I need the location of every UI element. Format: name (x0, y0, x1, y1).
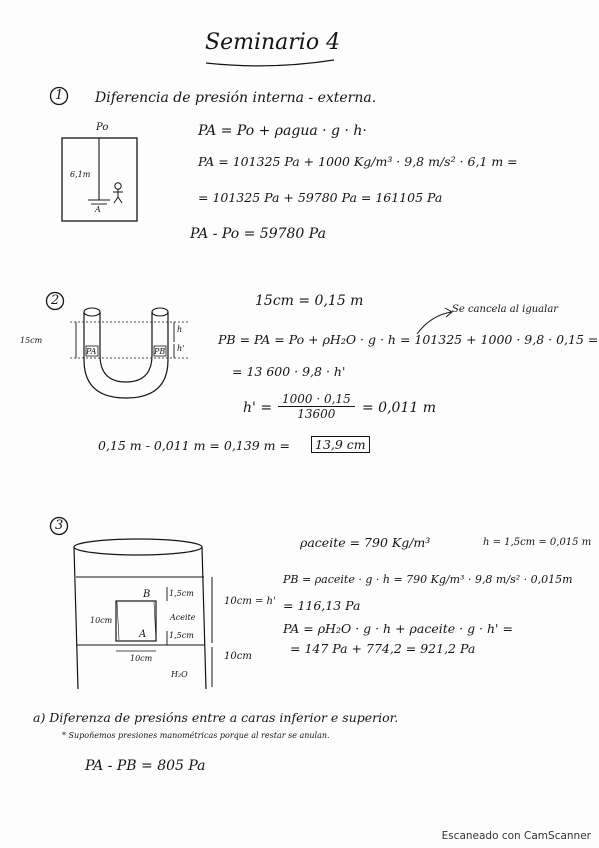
label-water: H₂O (171, 670, 188, 679)
unit-conversion: 15cm = 0,15 m (255, 293, 364, 309)
problem-heading: Diferencia de presión interna - externa. (95, 90, 377, 106)
fraction-lhs: h' = (243, 400, 273, 416)
equation-3: PA = ρH₂O · g · h + ρaceite · g · h' = (283, 621, 513, 636)
fraction-rhs: = 0,011 m (362, 400, 436, 416)
problem-number: 3 (55, 518, 64, 533)
label-point-a: A (95, 205, 101, 214)
label-h: h (177, 325, 183, 334)
equation-3: = 101325 Pa + 59780 Pa = 161105 Pa (198, 190, 443, 205)
equation-4: = 147 Pa + 774,2 = 921,2 Pa (290, 641, 476, 656)
container-figure (70, 535, 250, 695)
label-1-5cm-bottom: 1,5cm (169, 631, 194, 640)
equation-result: PA - Po = 59780 Pa (190, 226, 326, 242)
oil-density: ρaceite = 790 Kg/m³ (300, 535, 431, 550)
problem-number: 2 (51, 293, 60, 308)
label-pb: PB (154, 347, 166, 356)
equation-1: PB = ρaceite · g · h = 790 Kg/m³ · 9,8 m/s² · 0,015m (283, 573, 573, 586)
page-title: Seminario 4 (205, 30, 341, 55)
problem-number: 1 (55, 88, 64, 103)
part-a-result: PA - PB = 805 Pa (85, 758, 206, 774)
equation-2: = 13 600 · 9,8 · h' (232, 364, 346, 379)
equation-1: PB = PA = Po + ρH₂O · g · h = 101325 + 1000 · 9,8 · 0,15 = (218, 332, 599, 347)
equation-2: PA = 101325 Pa + 1000 Kg/m³ · 9,8 m/s² · 6,1 m = (198, 154, 518, 169)
label-h-prime: h' (177, 344, 185, 353)
label-aceite: Aceite (170, 613, 196, 622)
margin-note: Se cancela al igualar (452, 304, 559, 315)
label-left-height: 10cm (90, 616, 113, 625)
label-height: 6,1m (70, 170, 91, 179)
result-line: 0,15 m - 0,011 m = 0,139 m = (98, 438, 290, 453)
scanner-watermark: Escaneado con CamScanner (441, 830, 591, 842)
label-point-b: B (143, 589, 151, 600)
fraction (278, 392, 355, 421)
h-value: h = 1,5cm = 0,015 m (483, 537, 592, 548)
label-water-height: 10cm (224, 651, 252, 662)
label-block-width: 10cm (130, 654, 153, 663)
equation-1: PA = Po + ρagua · g · h· (198, 123, 367, 139)
result-boxed: 13,9 cm (311, 436, 370, 453)
equation-2: = 116,13 Pa (283, 598, 361, 613)
u-tube-figure (40, 300, 190, 410)
label-h-prime: 10cm = h' (224, 596, 276, 607)
label-1-5cm-top: 1,5cm (169, 589, 194, 598)
label-po: Po (96, 122, 109, 133)
part-a-heading: a) Diferenza de presións entre a caras inferior e superior. (33, 710, 399, 725)
label-15cm: 15cm (20, 336, 43, 345)
fraction-numerator: 1000 · 0,15 (278, 392, 355, 407)
fraction-denominator: 13600 (297, 407, 336, 421)
part-a-note: * Supoñemos presiones manométricas porque al restar se anulan. (62, 731, 330, 740)
label-point-a: A (139, 629, 147, 640)
label-pa: PA (86, 347, 97, 356)
